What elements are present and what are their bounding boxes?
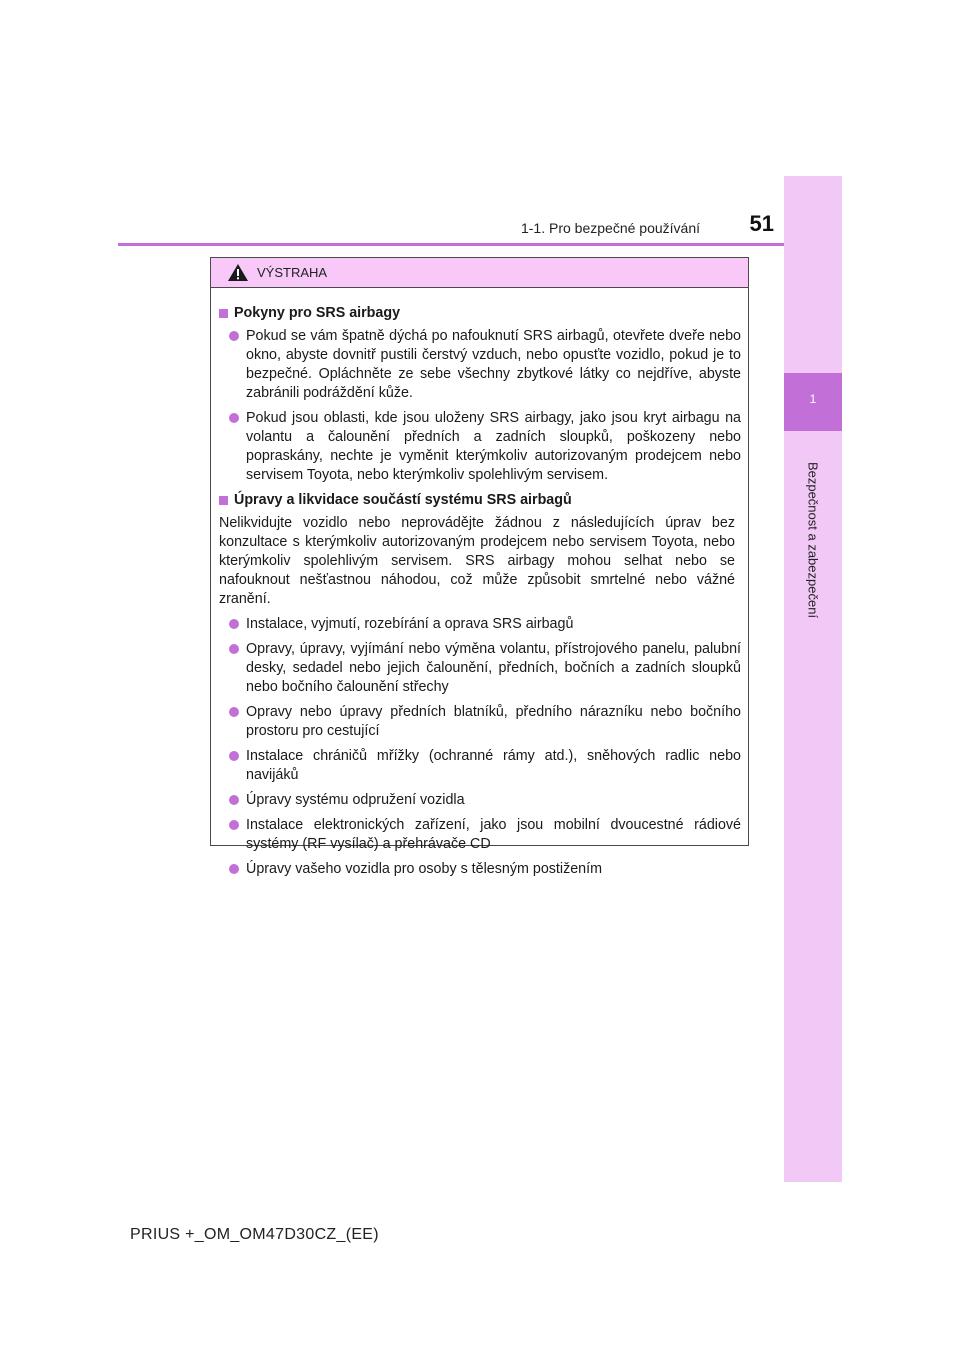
list-item: Opravy nebo úpravy předních blatníků, předního nárazníku nebo bočního prostoru pro cestující xyxy=(219,703,741,741)
section-heading-srs: Pokyny pro SRS airbagy xyxy=(219,304,741,323)
warning-box xyxy=(210,257,749,877)
square-bullet-icon xyxy=(219,309,228,318)
chapter-side-tab xyxy=(784,176,842,1182)
list-item: Instalace chráničů mřížky (ochranné rámy atd.), sněhových radlic nebo navijáků xyxy=(219,747,741,785)
warning-header xyxy=(211,258,748,288)
list-item: Instalace, vyjmutí, rozebírání a oprava SRS airbagů xyxy=(219,615,741,634)
warning-title: VÝSTRAHA xyxy=(257,265,328,280)
header-section-title: 1-1. Pro bezpečné používání xyxy=(520,220,700,236)
chapter-label: Bezpečnost a zabezpečení xyxy=(805,461,821,619)
page-number: 51 xyxy=(749,211,774,236)
circle-bullet-icon xyxy=(229,707,239,717)
footer-document-id: PRIUS +_OM_OM47D30CZ_(EE) xyxy=(130,1226,379,1243)
warning-triangle-icon xyxy=(227,263,249,282)
section-heading-modifications: Úpravy a likvidace součástí systému SRS airbagů xyxy=(219,491,741,510)
list-item: Úpravy systému odpružení vozidla xyxy=(219,791,741,810)
list-item: Úpravy vašeho vozidla pro osoby s tělesným postižením xyxy=(219,860,741,879)
list-item: Pokud jsou oblasti, kde jsou uloženy SRS airbagy, jako jsou kryt airbagu na volantu a čalounění předních a zadních sloupků, poškozeny nebo popraskány, nechte je vyměnit kterýmkoliv autorizovaným prodejcem nebo servisem Toyota, nebo kterýmkoliv spolehlivým servisem. xyxy=(219,409,741,485)
circle-bullet-icon xyxy=(229,820,239,830)
circle-bullet-icon xyxy=(229,413,239,423)
list-item: Instalace elektronických zařízení, jako jsou mobilní dvoucestné rádiové systémy (RF vysílač) a přehrávače CD xyxy=(219,816,741,854)
circle-bullet-icon xyxy=(229,795,239,805)
circle-bullet-icon xyxy=(229,864,239,874)
circle-bullet-icon xyxy=(229,644,239,654)
list-item: Pokud se vám špatně dýchá po nafouknutí SRS airbagů, otevřete dveře nebo okno, abyste dovnitř pustili čerstvý vzduch, nebo opusťte vozidlo, pokud je to bezpečné. Opláchněte ze sebe všechny zbytkové látky co nejdříve, abyste zabránili podráždění kůže. xyxy=(219,327,741,403)
header-divider xyxy=(118,243,784,246)
circle-bullet-icon xyxy=(229,331,239,341)
list-item: Opravy, úpravy, vyjímání nebo výměna volantu, přístrojového panelu, palubní desky, sedadel nebo jejich čalounění, předních, bočních a zadních sloupků nebo bočního čalounění střechy xyxy=(219,640,741,697)
circle-bullet-icon xyxy=(229,619,239,629)
warning-body xyxy=(211,288,748,879)
circle-bullet-icon xyxy=(229,751,239,761)
chapter-number-tab: 1 xyxy=(784,373,842,431)
square-bullet-icon xyxy=(219,496,228,505)
section-paragraph: Nelikvidujte vozidlo nebo neprovádějte žádnou z následujících úprav bez konzultace s kterýmkoliv autorizovaným prodejcem nebo servisem Toyota, nebo kterýmkoliv spolehlivým servisem. SRS airbagy mohou selhat nebo se nafouknout nešťastnou náhodou, což může způsobit smrtelné nebo vážné zranění. xyxy=(219,515,735,607)
